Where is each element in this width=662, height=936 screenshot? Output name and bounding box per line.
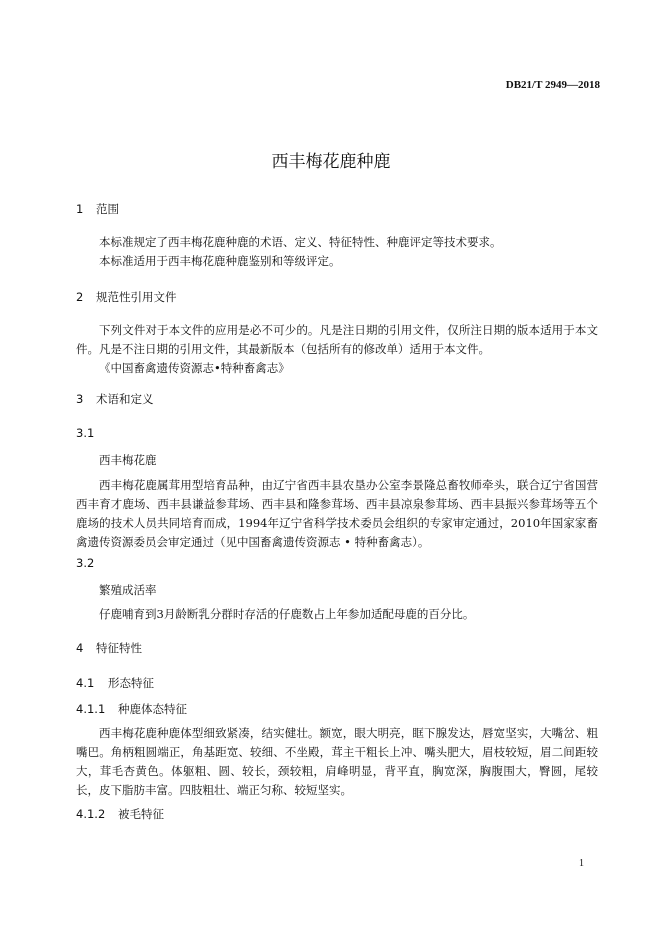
- subsection-number-3-1: 3.1: [76, 426, 95, 440]
- section-number: 4.1: [76, 676, 95, 690]
- section-title: 范围: [96, 202, 119, 216]
- page-number: 1: [579, 858, 584, 869]
- subsection-heading-4-1-1: [76, 701, 187, 717]
- section-title: 规范性引用文件: [96, 290, 177, 304]
- section-heading-1: [76, 201, 119, 217]
- section-number: 2: [76, 290, 84, 304]
- paragraph: 本标准适用于西丰梅花鹿种鹿鉴别和等级评定。: [99, 254, 341, 268]
- section-heading-2: [76, 289, 177, 305]
- section-title: 种鹿体态特征: [118, 702, 187, 716]
- subsection-heading-4-1-2: [76, 806, 164, 822]
- section-number: 3: [76, 392, 84, 406]
- section-heading-4: [76, 640, 142, 656]
- section-title: 形态特征: [108, 676, 154, 690]
- document-code: DB21/T 2949—2018: [505, 79, 600, 91]
- section-number: 4.1.2: [76, 807, 106, 821]
- paragraph: 西丰梅花鹿种鹿体型细致紧凑，结实健壮。额宽，眼大明亮，眶下腺发达，唇宽坚实，大嘴岔、粗嘴巴。角柄粗圆端正，角基距宽、较细、不坐殿，茸主干粗长上冲、嘴头肥大，眉枝较短，眉二间距较大，茸毛杏黄色。体躯粗、圆、较长，颈较粗，肩峰明显，背平直，胸宽深，胸腹围大，臀圆，尾较长，皮下脂肪丰富。四肢粗壮、端正匀称、较短坚实。: [76, 726, 598, 797]
- paragraph: 西丰梅花鹿属茸用型培育品种，由辽宁省西丰县农垦办公室李景隆总畜牧师牵头，联合辽宁省国营西丰育才鹿场、西丰县谦益参茸场、西丰县和隆参茸场、西丰县凉泉参茸场、西丰县振兴参茸场等五个鹿场的技术人员共同培育而成，1994年辽宁省科学技术委员会组织的专家审定通过，2010年国家家畜禽遗传资源委员会审定通过（见中国畜禽遗传资源志 • 特种畜禽志）。: [76, 478, 598, 549]
- section-heading-3: [76, 391, 154, 407]
- section-title: 术语和定义: [96, 392, 154, 406]
- section-number: 1: [76, 202, 84, 216]
- section-title: 被毛特征: [118, 807, 164, 821]
- subsection-number-3-2: 3.2: [76, 556, 95, 570]
- paragraph: 仔鹿哺育到3月龄断乳分群时存活的仔鹿数占上年参加适配母鹿的百分比。: [99, 607, 475, 621]
- section-number: 4: [76, 641, 84, 655]
- paragraph: 本标准规定了西丰梅花鹿种鹿的术语、定义、特征特性、种鹿评定等技术要求。: [99, 235, 502, 249]
- term-title: 繁殖成活率: [99, 583, 157, 597]
- subsection-heading-4-1: [76, 675, 154, 691]
- section-title: 特征特性: [96, 641, 142, 655]
- term-title: 西丰梅花鹿: [99, 453, 157, 467]
- paragraph: 《中国畜禽遗传资源志•特种畜禽志》: [99, 361, 290, 375]
- document-title: 西丰梅花鹿种鹿: [271, 152, 391, 172]
- paragraph: 下列文件对于本文件的应用是必不可少的。凡是注日期的引用文件，仅所注日期的版本适用于本文件。凡是不注日期的引用文件，其最新版本（包括所有的修改单）适用于本文件。: [76, 323, 598, 356]
- section-number: 4.1.1: [76, 702, 106, 716]
